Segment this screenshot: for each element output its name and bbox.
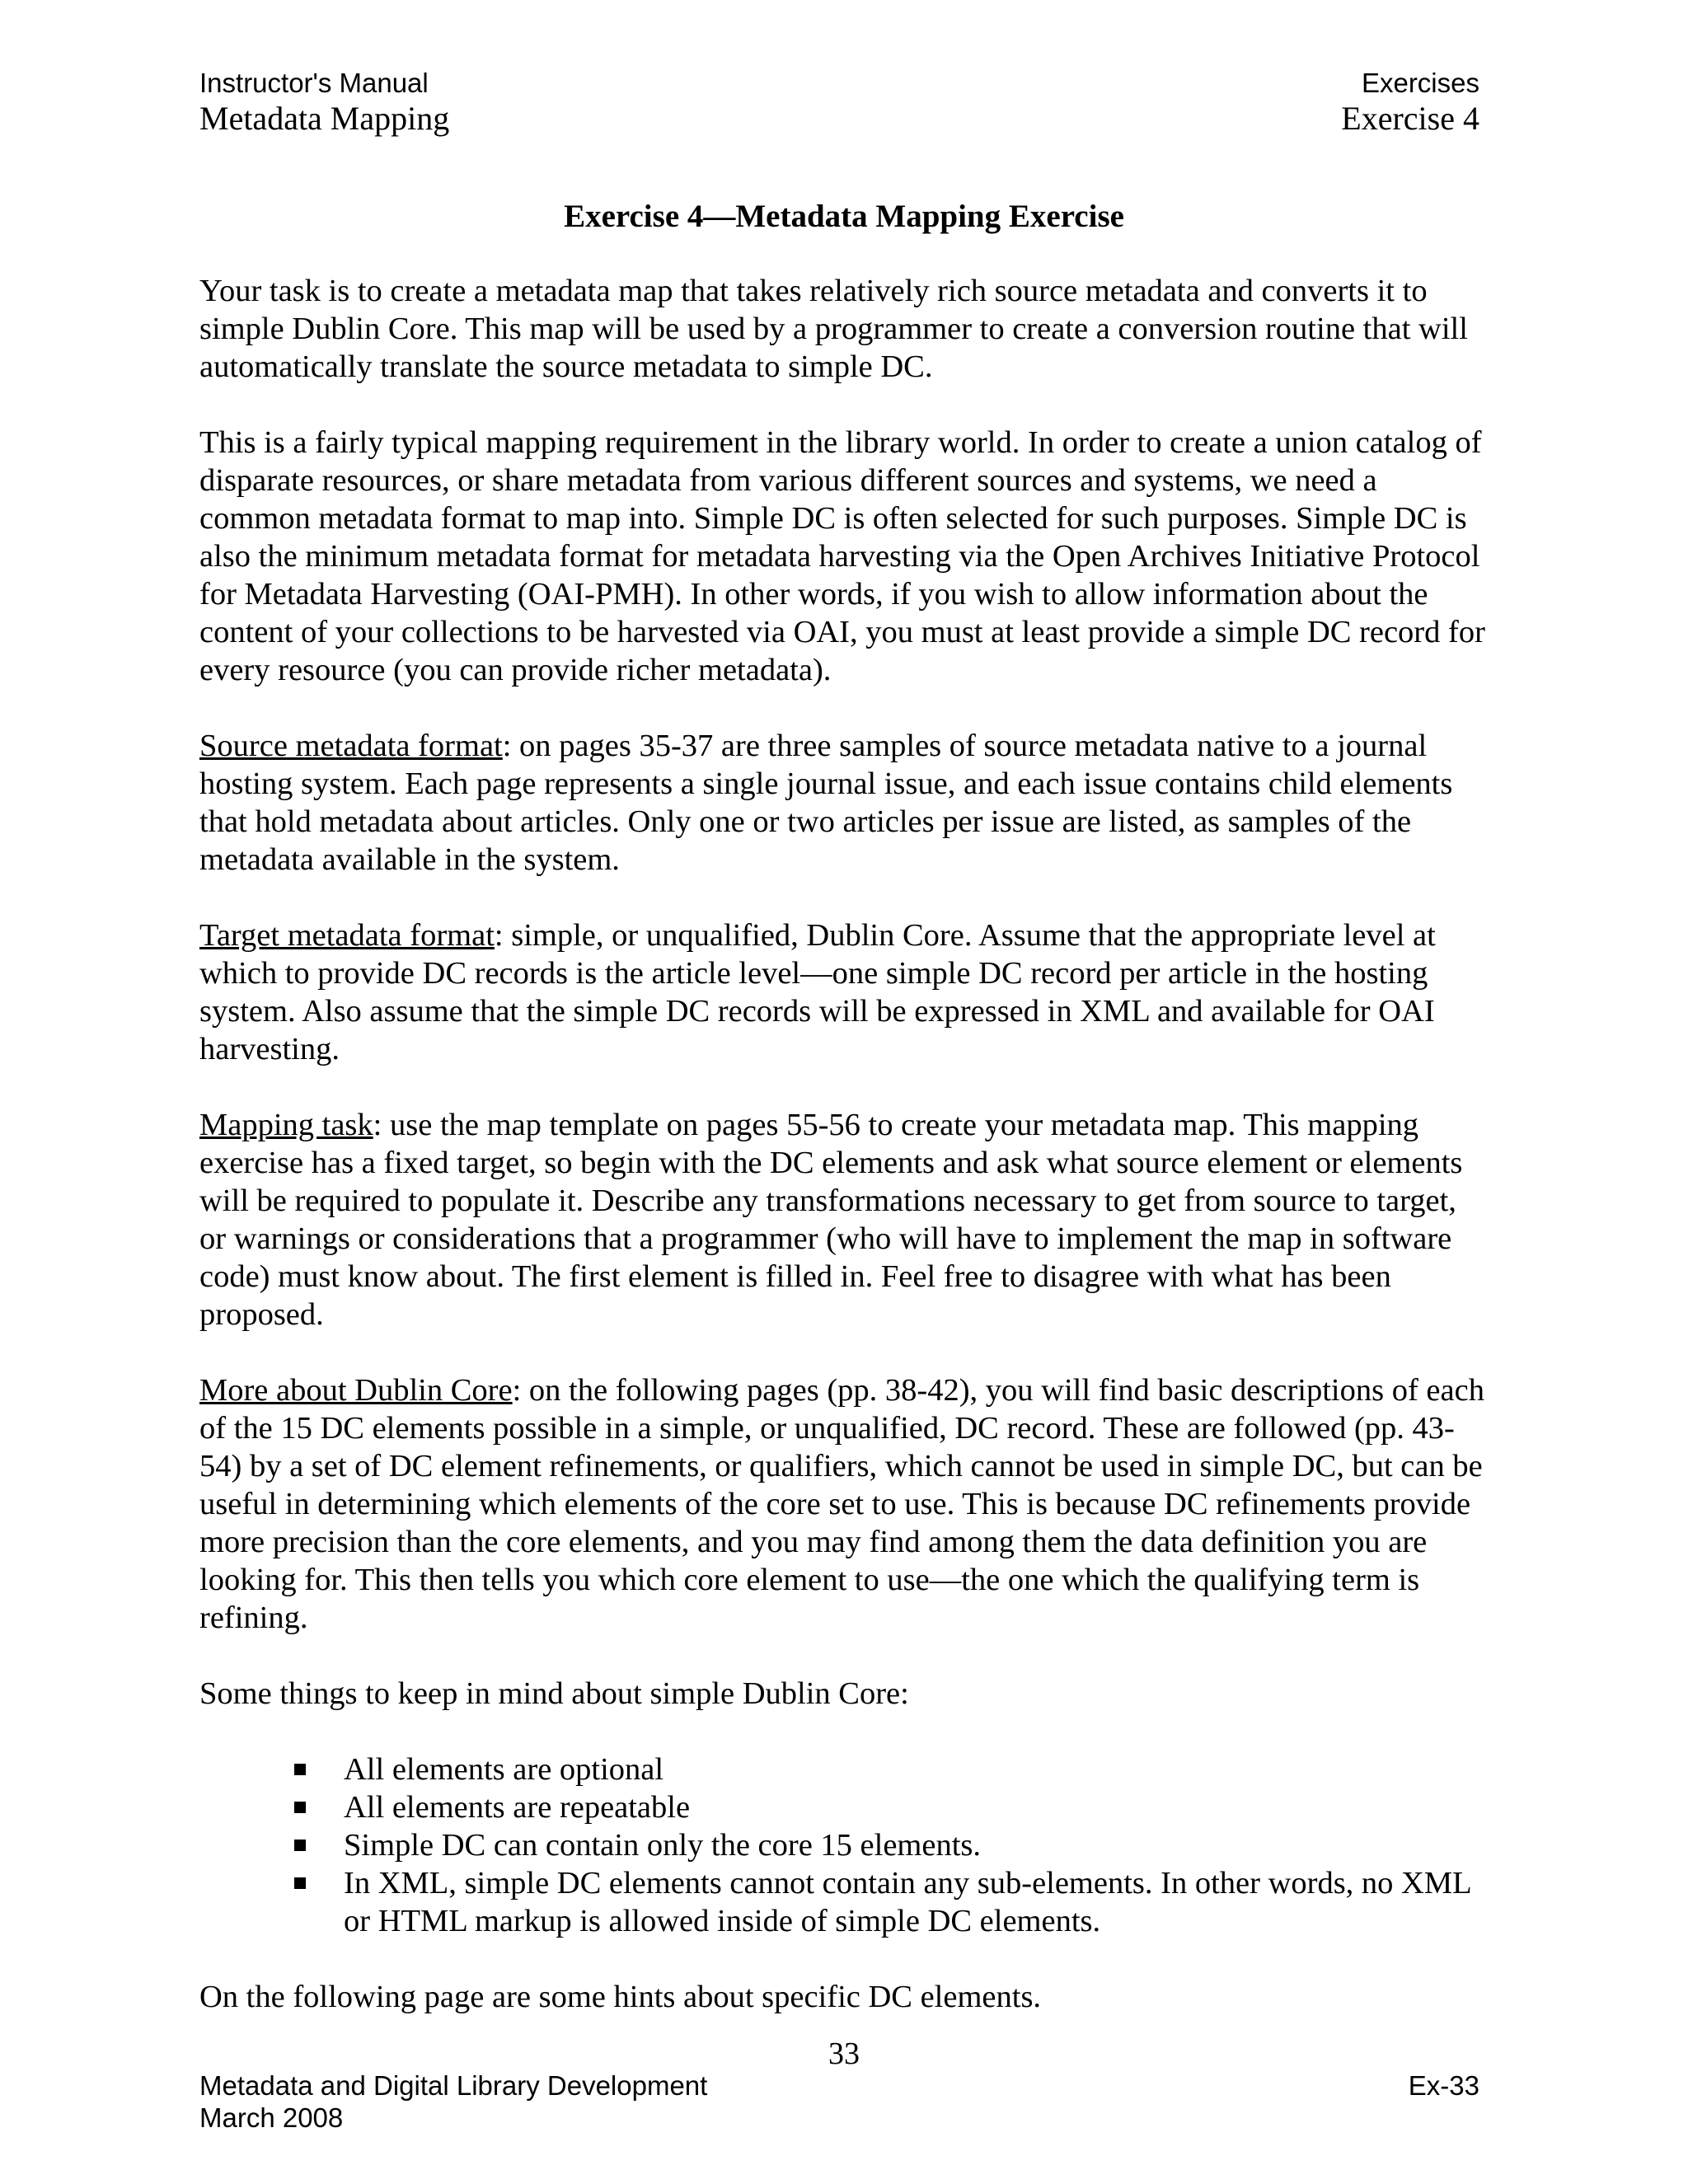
document-body <box>199 272 1485 2054</box>
list-item <box>294 1788 1485 1826</box>
target-format-heading: Target metadata format <box>199 918 495 953</box>
paragraph-mapping-task <box>199 1106 1485 1333</box>
dublin-core-heading: More about Dublin Core <box>199 1373 513 1408</box>
list-item <box>294 1826 1485 1864</box>
square-bullet-icon <box>294 1840 306 1851</box>
paragraph-source-format <box>199 727 1485 879</box>
footer-course-title: Metadata and Digital Library Development <box>199 2070 708 2101</box>
paragraph-target-format <box>199 916 1485 1068</box>
list-item <box>294 1864 1485 1940</box>
footer-date: March 2008 <box>199 2102 344 2133</box>
source-format-heading: Source metadata format <box>199 729 503 763</box>
paragraph-things-to-keep-in-mind: Some things to keep in mind about simple Dublin Core: <box>199 1676 909 1711</box>
bullet-list <box>199 1750 1485 1940</box>
mapping-task-heading: Mapping task <box>199 1108 373 1142</box>
header-manual-label: Instructor's Manual <box>199 68 429 98</box>
list-item-text: Simple DC can contain only the core 15 elements. <box>344 1828 982 1863</box>
mapping-task-text: : use the map template on pages 55-56 to create your metadata map. This mapping exercise has a fixed target, so begin with the DC elements and ask what source element or elements will be required to populate it. Describe any transformations necessary to get from source to target, or warnings or considerations that a programmer (who will have to implement the map in software code) must know about. The first element is filled in. Feel free to disagree with what has been proposed. <box>199 1108 1463 1332</box>
paragraph-context: This is a fairly typical mapping requirement in the library world. In order to create a union catalog of disparate resources, or share metadata from various different sources and systems, we need a common metadata format to map into. Simple DC is often selected for such purposes. Simple DC is also the minimum metadata format for metadata harvesting via the Open Archives Initiative Protocol for Metadata Harvesting (OAI-PMH). In other words, if you wish to allow information about the content of your collections to be harvested via OAI, you must at least provide a simple DC record for every resource (you can provide richer metadata). <box>199 425 1485 687</box>
paragraph-dublin-core <box>199 1371 1485 1637</box>
square-bullet-icon <box>294 1877 306 1889</box>
footer-page-code: Ex-33 <box>1408 2070 1479 2101</box>
header-exercise-label: Exercise 4 <box>1341 100 1479 137</box>
list-item-text: In XML, simple DC elements cannot contain any sub-elements. In other words, no XML or HTML markup is allowed inside of simple DC elements. <box>344 1866 1471 1938</box>
list-item-text: All elements are repeatable <box>344 1790 691 1825</box>
page-number: 33 <box>828 2036 860 2071</box>
source-format-text: : on pages 35-37 are three samples of source metadata native to a journal hosting system. Each page represents a single journal issue, and each issue contains child elements that hold metadata about articles. Only one or two articles per issue are listed, as samples of the metadata available in the system. <box>199 729 1453 877</box>
target-format-text: : simple, or unqualified, Dublin Core. Assume that the appropriate level at which to provide DC records is the article level—one simple DC record per article in the hosting system. Also assume that the simple DC records will be expressed in XML and available for OAI harvesting. <box>199 918 1436 1066</box>
header-section-title: Metadata Mapping <box>199 100 450 137</box>
list-item-text: All elements are optional <box>344 1752 664 1787</box>
paragraph-hints: On the following page are some hints about specific DC elements. <box>199 1980 1042 2014</box>
list-item <box>294 1750 1485 1788</box>
square-bullet-icon <box>294 1802 306 1813</box>
dublin-core-text: : on the following pages (pp. 38-42), you will find basic descriptions of each of the 15 DC elements possible in a simple, or unqualified, DC record. These are followed (pp. 43-54) by a set of DC element refinements, or qualifiers, which cannot be used in simple DC, but can be useful in determining which elements of the core set to use. This is because DC refinements provide more precision than the core elements, and you may find among them the data definition you are looking for. This then tells you which core element to use—the one which the qualifying term is refining. <box>199 1373 1484 1635</box>
paragraph-task: Your task is to create a metadata map that takes relatively rich source metadata and converts it to simple Dublin Core. This map will be used by a programmer to create a conversion routine that will automatically translate the source metadata to simple DC. <box>199 274 1468 384</box>
page-title: Exercise 4—Metadata Mapping Exercise <box>564 199 1124 234</box>
header-category-label: Exercises <box>1361 68 1479 98</box>
square-bullet-icon <box>294 1764 306 1775</box>
